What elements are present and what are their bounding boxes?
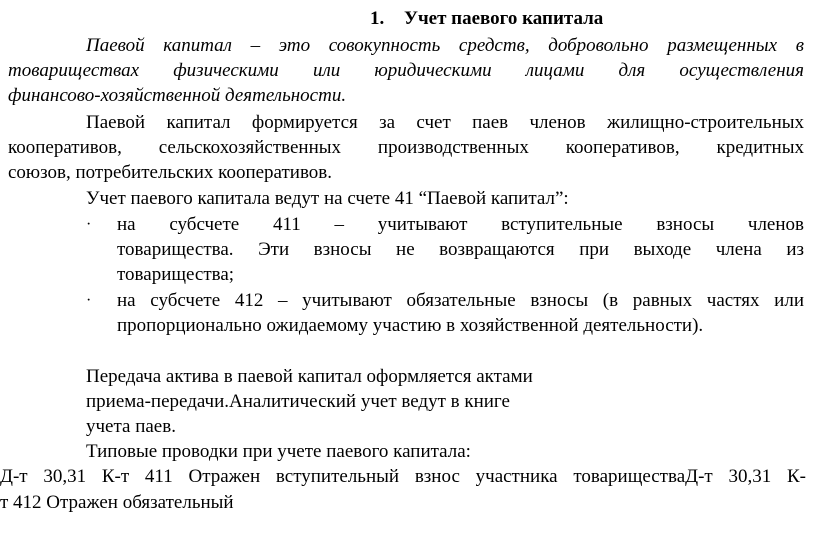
section-title: Учет паевого капитала xyxy=(404,8,604,29)
transfer-line-1: Передача актива в паевой капитал оформляется актами xyxy=(86,366,533,387)
bullet-marker-1: · xyxy=(86,216,92,233)
account-intro: Учет паевого капитала ведут на счете 41 “Паевой капитал”: xyxy=(86,188,569,209)
transfer-line-3: учета паев. xyxy=(86,416,176,437)
bullet-2-line-1: на субсчете 412 – учитывают обязательные взносы (в равных частях или xyxy=(117,290,804,311)
entries-line-2: т 412 Отражен обязательный xyxy=(0,492,234,513)
definition-line-2: товариществах физическими или юридическими лицами для осуществления xyxy=(8,60,804,81)
bullet-1-line-3: товарищества; xyxy=(117,264,235,285)
entries-intro: Типовые проводки при учете паевого капитала: xyxy=(86,441,471,462)
formation-line-3: союзов, потребительских кооперативов. xyxy=(8,162,333,183)
section-number: 1. xyxy=(370,8,385,29)
bullet-marker-2: · xyxy=(86,292,92,309)
formation-line-2: кооперативов, сельскохозяйственных производственных кооперативов, кредитных xyxy=(8,137,804,158)
formation-line-1: Паевой капитал формируется за счет паев членов жилищно-строительных xyxy=(86,112,804,133)
bullet-1-line-1: на субсчете 411 – учитывают вступительные взносы членов xyxy=(117,214,804,235)
definition-line-3: финансово-хозяйственной деятельности. xyxy=(8,85,347,106)
entries-line-1: Д-т 30,31 К-т 411 Отражен вступительный взнос участника товариществаД-т 30,31 К- xyxy=(0,466,806,487)
bullet-2-line-2: пропорционально ожидаемому участию в хозяйственной деятельности). xyxy=(117,315,704,336)
transfer-line-2: приема-передачи.Аналитический учет ведут в книге xyxy=(86,391,510,412)
definition-line-1: Паевой капитал – это совокупность средств, добровольно размещенных в xyxy=(86,35,804,56)
bullet-1-line-2: товарищества. Эти взносы не возвращаются при выходе члена из xyxy=(117,239,804,260)
